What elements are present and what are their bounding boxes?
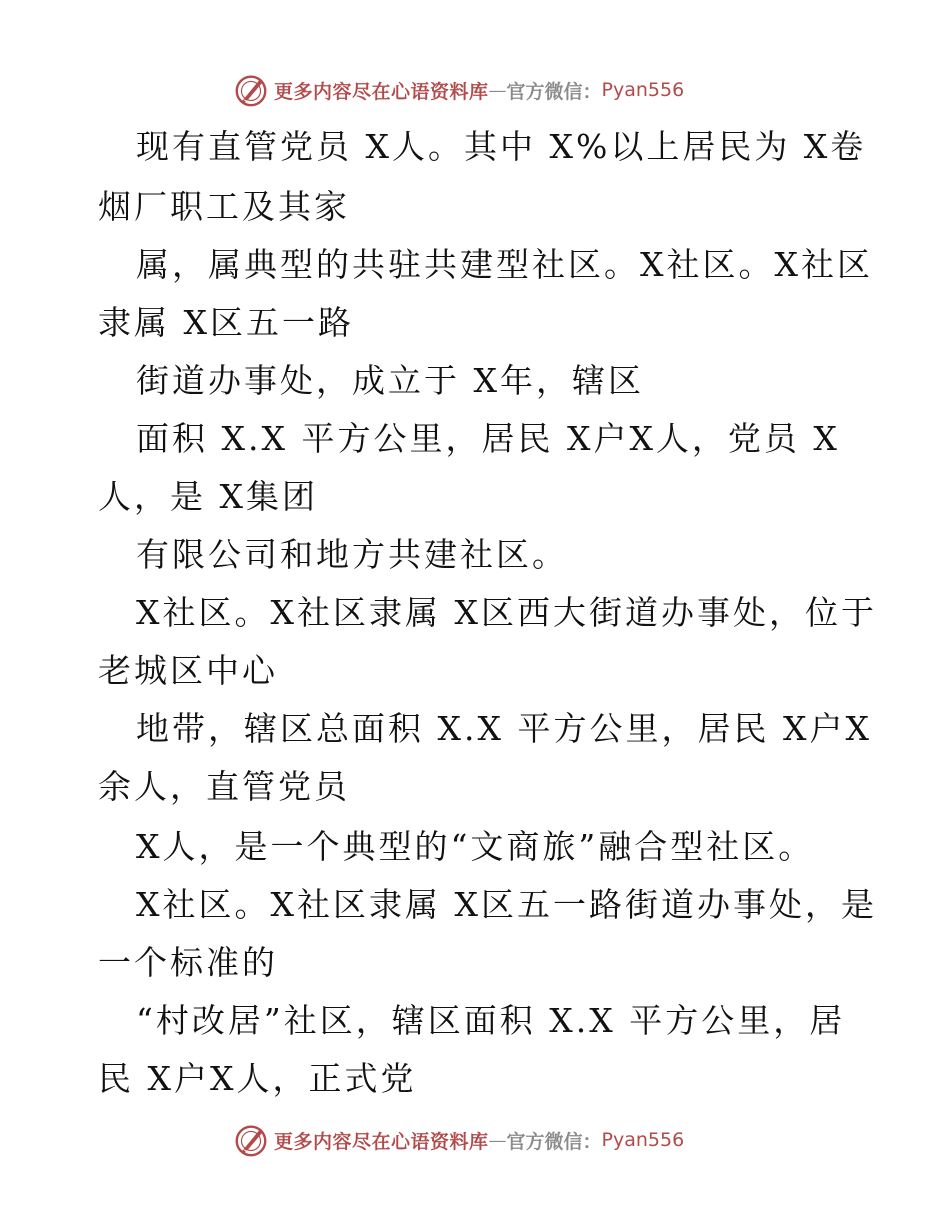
- watermark-account: Pyan556: [601, 1129, 685, 1151]
- text-line: 地带，辖区总面积 X.X 平方公里，居民 X户X: [136, 709, 872, 748]
- text-line: 隶属 X区五一路: [98, 303, 354, 342]
- watermark-official-label: 官方微信：: [506, 1130, 602, 1153]
- watermark-header: [232, 70, 684, 110]
- text-line: “村改居”社区，辖区面积 X.X 平方公里，居: [136, 1001, 846, 1040]
- watermark-account: Pyan556: [601, 79, 685, 101]
- text-line: 属，属典型的共驻共建型社区。X社区。X社区: [136, 245, 873, 284]
- text-line: 面积 X.X 平方公里，居民 X户X人，党员 X: [136, 419, 840, 458]
- text-line: 余人，直管党员: [98, 767, 350, 806]
- text-line: 街道办事处，成立于 X年，辖区: [136, 361, 644, 400]
- text-line: 烟厂职工及其家: [98, 187, 350, 226]
- quill-logo-icon: [232, 1121, 270, 1159]
- watermark-main-text: 更多内容尽在心语资料库: [274, 1130, 489, 1153]
- watermark-main-text: 更多内容尽在心语资料库: [274, 80, 489, 103]
- text-line: 有限公司和地方共建社区。: [136, 535, 568, 574]
- text-line: 民 X户X人，正式党: [98, 1059, 417, 1098]
- text-line: X社区。X社区隶属 X区西大街道办事处，位于: [136, 593, 877, 632]
- text-line: 一个标准的: [98, 943, 278, 982]
- text-line: 老城区中心: [98, 651, 278, 690]
- text-line: 现有直管党员 X人。其中 X%以上居民为 X卷: [136, 127, 867, 166]
- text-line: X人，是一个典型的“文商旅”融合型社区。: [136, 827, 815, 866]
- text-line: X社区。X社区隶属 X区五一路街道办事处，是: [136, 885, 877, 924]
- watermark-footer: [232, 1120, 684, 1160]
- text-line: 人，是 X集团: [98, 477, 318, 516]
- watermark-official-label: 官方微信：: [506, 80, 602, 103]
- quill-logo-icon: [232, 71, 270, 109]
- watermark-dash: —: [488, 1129, 507, 1151]
- watermark-dash: —: [488, 79, 507, 101]
